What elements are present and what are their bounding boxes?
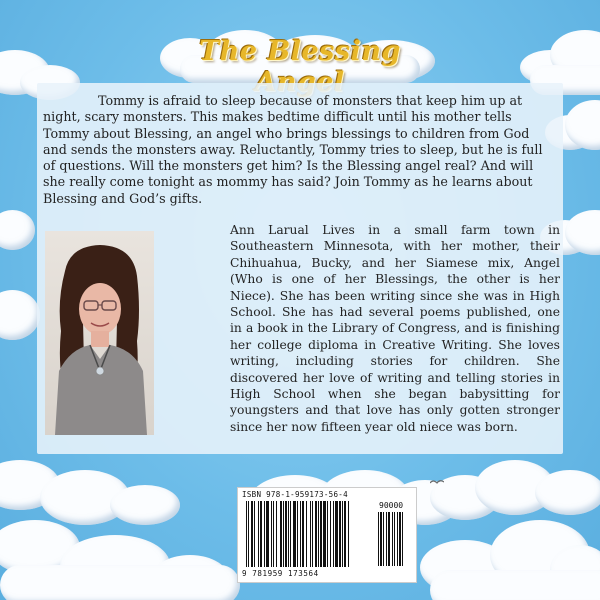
title-banner xyxy=(150,30,450,85)
isbn-barcode xyxy=(237,487,417,583)
author-portrait-illustration xyxy=(45,231,154,435)
bird-icon xyxy=(430,478,444,486)
author-bio-text: Ann Larual Lives in a small farm town in Southeastern Minnesota, with her mother, their Chihuahua, Bucky, and her Siamese mix, Angel (Who is one of her Blessings, the other is her Niece). She has been writing since she was in High School. She has had several poems published, one in a book in the Library of Congress, and is finishing her college diploma in Creative Writing. She loves writing, including stories for children. She discovered her love of writing and telling stories in High School when she began babysitting for youngsters and that love has only gotten stronger since her now fifteen year old niece was born. xyxy=(230,223,560,434)
price-code: 90000 xyxy=(379,501,404,510)
isbn-number: ISBN 978-1-959173-56-4 xyxy=(242,490,348,499)
synopsis-text: Tommy is afraid to sleep because of monsters that keep him up at night, scary monsters. This makes bedtime difficult until his mother tells Tommy about Blessing, an angel who brings blessings to children from God and sends the monsters away. Reluctantly, Tommy tries to sleep, but he is full of questions. Will the monsters get him? Is the Blessing angel real? And will she really come tonight as mommy has said? Join Tommy as he learns about Blessing and God’s gifts. xyxy=(43,93,543,206)
ean-digits: 9 781959 173564 xyxy=(242,569,319,578)
book-title: The Blessing xyxy=(199,36,401,67)
text-panel xyxy=(37,83,563,454)
addon-barcode-bars xyxy=(378,512,410,568)
ean-barcode-bars xyxy=(246,501,374,569)
author-photo xyxy=(45,231,154,435)
